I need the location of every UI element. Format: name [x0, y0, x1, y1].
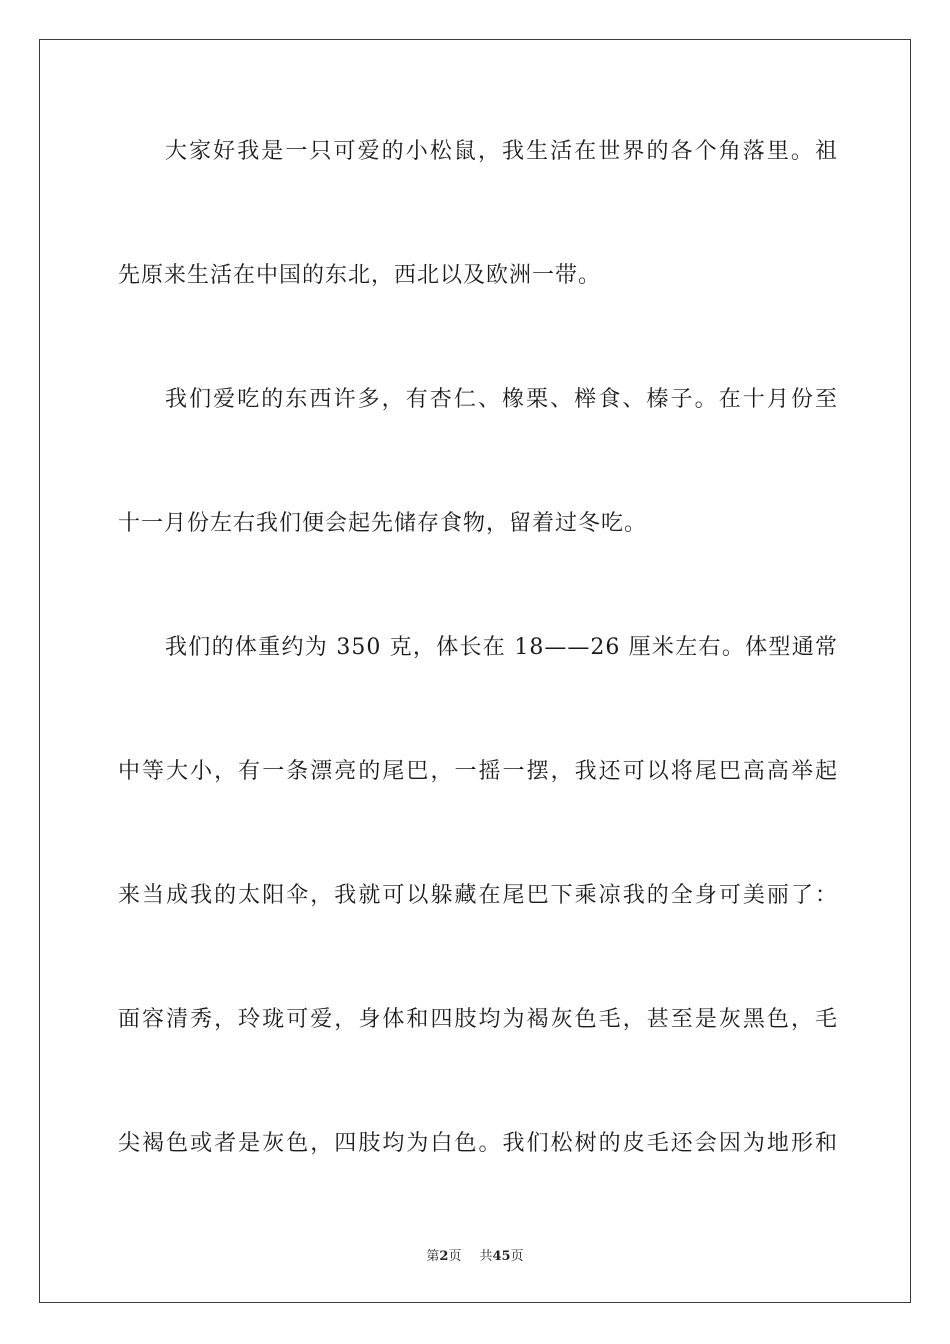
page-number: 2 — [439, 1249, 449, 1264]
paragraph-3-line-2: 中等大小，有一条漂亮的尾巴，一摇一摆，我还可以将尾巴高高举起 — [118, 759, 838, 784]
paragraph-3-line-4: 面容清秀，玲珑可爱，身体和四肢均为褐灰色毛，甚至是灰黑色，毛 — [118, 1007, 838, 1032]
paragraph-1-line-2: 先原来生活在中国的东北，西北以及欧洲一带。 — [118, 263, 602, 288]
page-prefix: 第 — [426, 1249, 440, 1264]
total-prefix: 共 — [479, 1249, 493, 1264]
page-border — [39, 39, 911, 1303]
paragraph-2-line-1: 我们爱吃的东西许多，有杏仁、橡栗、榉食、榛子。在十月份至 — [165, 387, 838, 412]
paragraph-2-line-2: 十一月份左右我们便会起先储存食物，留着过冬吃。 — [118, 511, 648, 536]
paragraph-3-line-5: 尖褐色或者是灰色，四肢均为白色。我们松树的皮毛还会因为地形和 — [118, 1131, 838, 1156]
paragraph-3-line-3: 来当成我的太阳伞，我就可以躲藏在尾巴下乘凉我的全身可美丽了： — [118, 883, 838, 908]
total-pages: 45 — [492, 1249, 511, 1264]
total-suffix: 页 — [510, 1249, 524, 1264]
paragraph-1-line-1: 大家好我是一只可爱的小松鼠，我生活在世界的各个角落里。祖 — [165, 139, 838, 164]
paragraph-3-line-1: 我们的体重约为 350 克，体长在 18——26 厘米左右。体型通常 — [165, 635, 838, 660]
page-suffix: 页 — [448, 1249, 462, 1264]
page-footer — [0, 1248, 950, 1266]
